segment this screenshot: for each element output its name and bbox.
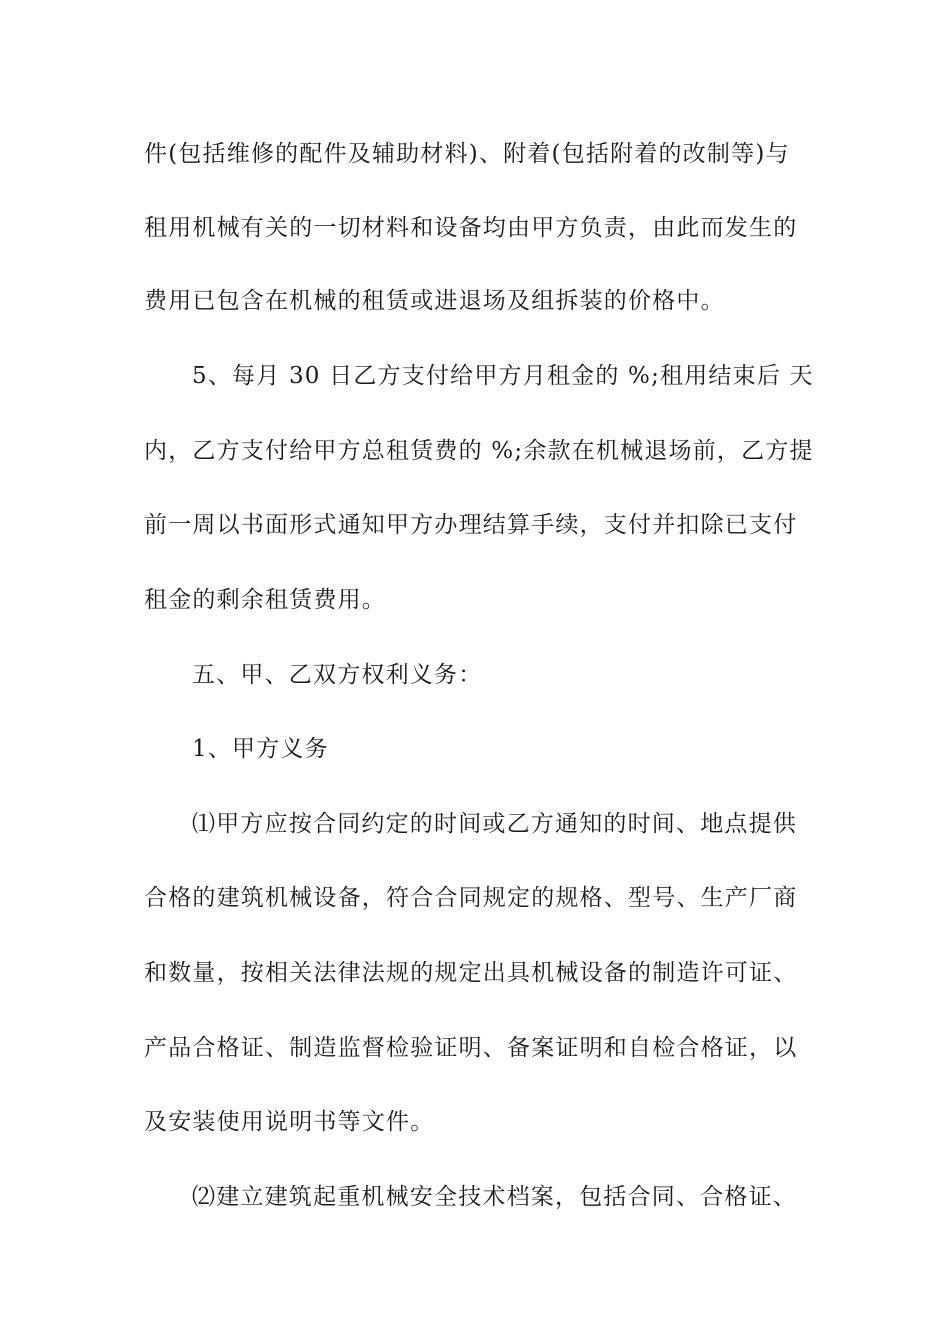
text-line-15: ⑵建立建筑起重机械安全技术档案，包括合同、合格证、 xyxy=(192,1184,797,1210)
text-line-5: 内，乙方支付给甲方总租赁费的 %;余款在机械退场前，乙方提 xyxy=(144,438,814,464)
text-line-12: 和数量，按相关法律法规的规定出具机械设备的制造许可证、 xyxy=(144,960,798,986)
text-line-6: 前一周以书面形式通知甲方办理结算手续，支付并扣除已支付 xyxy=(144,512,798,538)
text-line-14: 及安装使用说明书等文件。 xyxy=(144,1109,435,1135)
text-line-2: 租用机械有关的一切材料和设备均由甲方负责，由此而发生的 xyxy=(144,215,798,241)
text-line-10: ⑴甲方应按合同约定的时间或乙方通知的时间、地点提供 xyxy=(192,811,797,837)
text-line-13: 产品合格证、制造监督检验证明、备案证明和自检合格证，以 xyxy=(144,1035,798,1061)
text-line-1: 件(包括维修的配件及辅助材料)、附着(包括附着的改制等)与 xyxy=(144,141,790,167)
text-line-7: 租金的剩余租赁费用。 xyxy=(144,587,386,613)
section-heading: 五、甲、乙双方权利义务： xyxy=(192,662,483,688)
text-line-4: 5、每月 30 日乙方支付给甲方月租金的 %;租用结束后 天 xyxy=(192,363,814,389)
subsection-heading: 1、甲方义务 xyxy=(192,736,329,762)
text-line-11: 合格的建筑机械设备，符合合同规定的规格、型号、生产厂商 xyxy=(144,885,798,911)
text-line-3: 费用已包含在机械的租赁或进退场及组拆装的价格中。 xyxy=(144,288,725,314)
